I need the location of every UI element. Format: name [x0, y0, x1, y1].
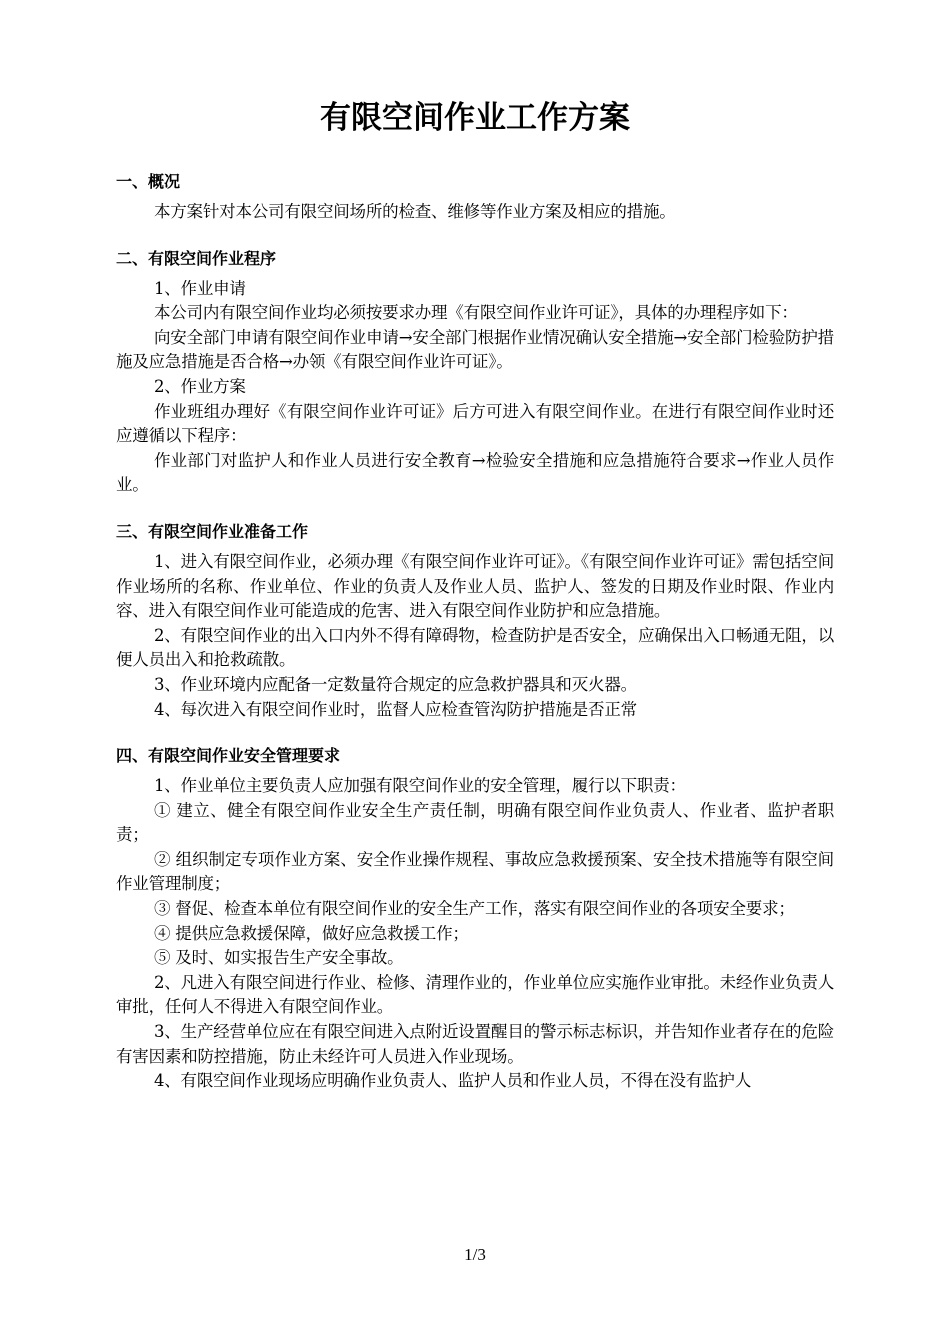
- paragraph: ② 组织制定专项作业方案、安全作业操作规程、事故应急救援预案、安全技术措施等有限空间作业管理制度；: [116, 849, 834, 894]
- document-body: [116, 168, 834, 1114]
- section-heading: 一、概况: [116, 172, 181, 191]
- paragraph: 3、生产经营单位应在有限空间进入点附近设置醒目的警示标志标识，并告知作业者存在的危险有害因素和防控措施，防止未经许可人员进入作业现场。: [116, 1022, 834, 1066]
- paragraph: 1、作业申请: [153, 278, 246, 298]
- paragraph: ① 建立、健全有限空间作业安全生产责任制，明确有限空间作业负责人、作业者、监护者职责；: [116, 800, 834, 845]
- paragraph: ⑤ 及时、如实报告生产安全事故。: [153, 948, 404, 968]
- paragraph: 2、有限空间作业的出入口内外不得有障碍物，检查防护是否安全，应确保出入口畅通无阻，以便人员出入和抢救疏散。: [116, 625, 834, 670]
- section-preparation: [116, 518, 834, 722]
- section-heading: 三、有限空间作业准备工作: [116, 521, 309, 541]
- paragraph: 作业班组办理好《有限空间作业许可证》后方可进入有限空间作业。在进行有限空间作业时还应遵循以下程序：: [116, 401, 834, 446]
- paragraph: 1、进入有限空间作业，必须办理《有限空间作业许可证》。《有限空间作业许可证》需包括空间作业场所的名称、作业单位、作业的负责人及作业人员、监护人、签发的日期及作业时限、作业内容、进入有限空间作业可能造成的危害、进入有限空间作业防护和应急措施。: [116, 551, 834, 621]
- page-number: 1/3: [464, 1245, 486, 1264]
- section-procedure: [116, 245, 834, 498]
- paragraph: 本方案针对本公司有限空间场所的检查、维修等作业方案及相应的措施。: [153, 202, 676, 221]
- paragraph: 1、作业单位主要负责人应加强有限空间作业的安全管理，履行以下职责：: [153, 776, 686, 796]
- section-heading: 四、有限空间作业安全管理要求: [116, 746, 341, 766]
- paragraph: 本公司内有限空间作业均必须按要求办理《有限空间作业许可证》，具体的办理程序如下：: [153, 303, 798, 323]
- paragraph: 3、作业环境内应配备一定数量符合规定的应急救护器具和灭火器。: [153, 674, 637, 694]
- paragraph: 4、每次进入有限空间作业时，监督人应检查管沟防护措施是否正常: [153, 699, 637, 719]
- paragraph: ④ 提供应急救援保障，做好应急救援工作；: [153, 923, 469, 943]
- document-title: 有限空间作业工作方案: [320, 100, 630, 136]
- section-heading: 二、有限空间作业程序: [116, 248, 277, 268]
- paragraph: ③ 督促、检查本单位有限空间作业的安全生产工作，落实有限空间作业的各项安全要求；: [153, 899, 795, 919]
- section-safety-requirements: [116, 742, 834, 1094]
- section-overview: [116, 168, 834, 225]
- paragraph: 作业部门对监护人和作业人员进行安全教育→检验安全措施和应急措施符合要求→作业人员作业。: [116, 450, 834, 495]
- paragraph: 2、凡进入有限空间进行作业、检修、清理作业的，作业单位应实施作业审批。未经作业负责人审批，任何人不得进入有限空间作业。: [116, 972, 834, 1017]
- paragraph: 2、作业方案: [153, 376, 246, 396]
- paragraph: 4、有限空间作业现场应明确作业负责人、监护人员和作业人员，不得在没有监护人: [153, 1071, 752, 1091]
- paragraph: 向安全部门申请有限空间作业申请→安全部门根据作业情况确认安全措施→安全部门检验防护措施及应急措施是否合格→办领《有限空间作业许可证》。: [116, 327, 834, 372]
